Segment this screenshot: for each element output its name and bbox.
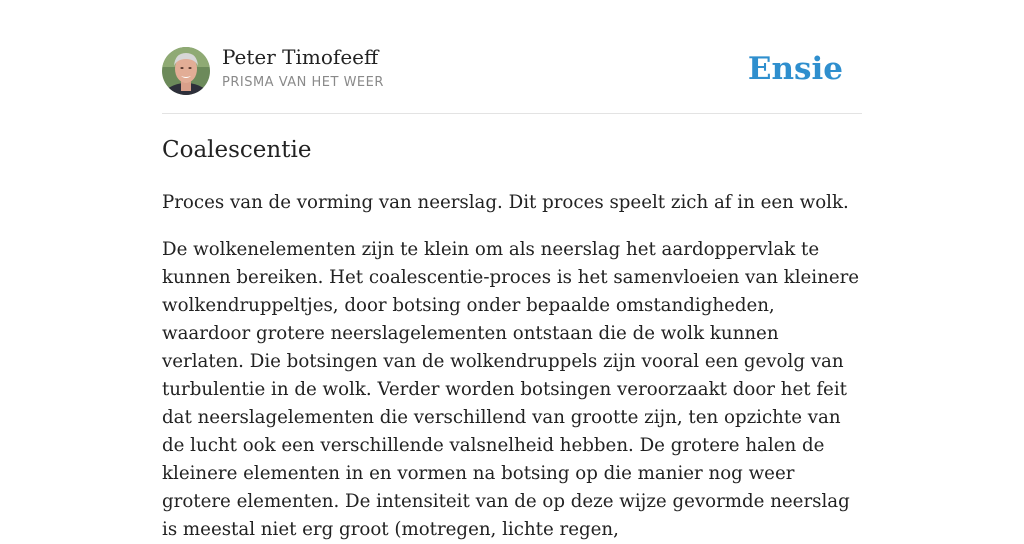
author-avatar[interactable] (162, 47, 210, 95)
author-name[interactable]: Peter Timofeeff (222, 45, 379, 69)
author-photo-icon (162, 47, 210, 95)
article-title: Coalescentie (162, 137, 312, 163)
article-header (162, 0, 862, 114)
article-paragraph: Proces van de vorming van neerslag. Dit proces speelt zich af in een wolk. (162, 192, 849, 213)
ensie-logo[interactable]: Ensie (747, 51, 843, 87)
article-paragraph: De wolkenelementen zijn te klein om als neerslag het aardoppervlak te kunnen bereiken. Het coalescentie-proces is het samenvloeien van kleinere wolkendruppeltjes, door botsing onder bepaalde omstandigheden, waardoor grotere neerslagelementen ontstaan die de wolk kunnen verlaten. Die botsingen van de wolkendruppels zijn vooral een gevolg van turbulentie in de wolk. Verder worden botsingen veroorzaakt door het feit dat neerslagelementen die verschillend van grootte zijn, ten opzichte van de lucht ook een verschillende valsnelheid hebben. De grotere halen de kleinere elementen in en vormen na botsing op die manier nog weer grotere elementen. De intensiteit van de op deze wijze gevormde neerslag is meestal niet erg groot (motregen, lichte regen, (162, 239, 860, 540)
article-container (162, 0, 862, 540)
publication-name[interactable]: PRISMA VAN HET WEER (222, 75, 384, 90)
